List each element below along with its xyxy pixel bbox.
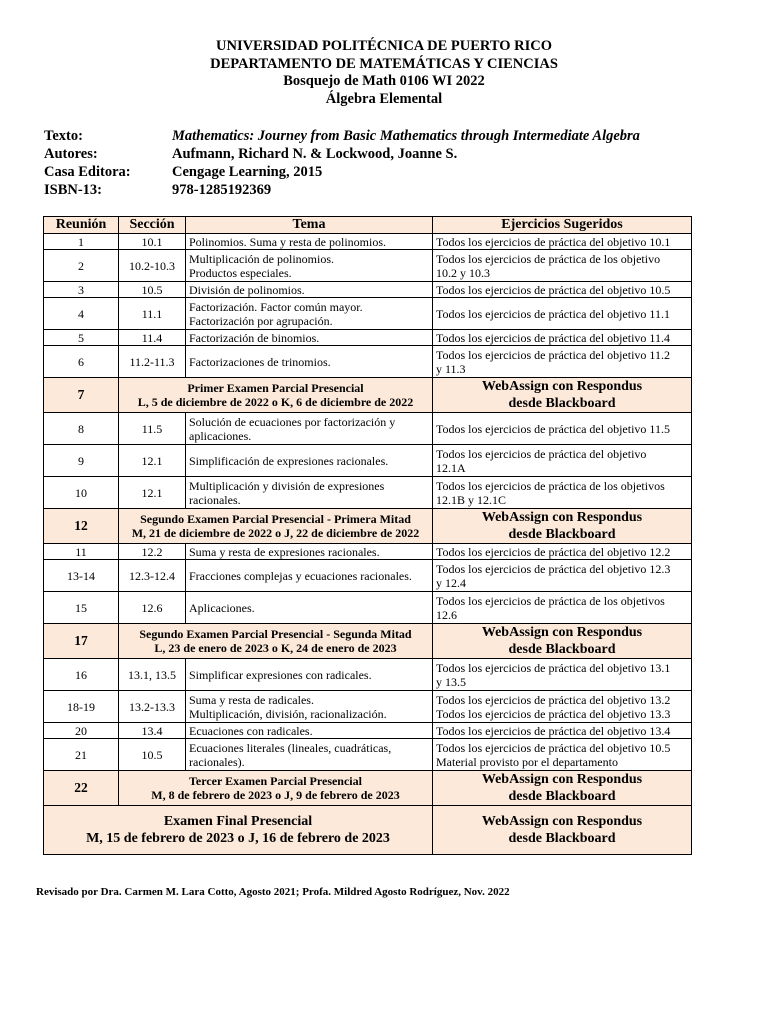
table-row	[44, 544, 692, 560]
reunion-cell: 8	[44, 413, 119, 445]
tema-cell-line: Ecuaciones con radicales.	[189, 723, 313, 738]
tema-cell	[186, 282, 433, 298]
reunion-cell: 21	[44, 739, 119, 771]
seccion-cell: 13.1, 13.5	[119, 659, 186, 691]
ejercicios-cell-line: Todos los ejercicios de práctica del objetivo 10.5	[436, 740, 671, 755]
table-header-row	[44, 217, 692, 234]
tema-cell-line: Simplificar expresiones con radicales.	[189, 667, 372, 682]
tema-cell	[186, 298, 433, 330]
exam-platform-cell-line: desde Blackboard	[508, 642, 616, 657]
schedule-body	[44, 234, 692, 855]
reunion-cell: 3	[44, 282, 119, 298]
ejercicios-cell	[433, 234, 692, 250]
exam-platform-cell-line: WebAssign con Respondus	[481, 510, 643, 525]
course-name: Álgebra Elemental	[325, 90, 443, 107]
tema-cell-line: Ecuaciones literales (lineales, cuadráticas,	[189, 740, 392, 755]
seccion-cell: 10.1	[119, 234, 186, 250]
tema-cell-line: racionales).	[189, 754, 245, 769]
tema-cell	[186, 477, 433, 509]
tema-cell-line: Polinomios. Suma y resta de polinomios.	[189, 234, 386, 249]
ejercicios-cell-line: Todos los ejercicios de práctica del objetivo	[436, 446, 647, 461]
tema-cell	[186, 560, 433, 592]
info-value: Cengage Learning, 2015	[172, 164, 323, 180]
reunion-cell: 20	[44, 723, 119, 739]
exam-title-cell	[119, 624, 433, 659]
tema-cell	[186, 445, 433, 477]
info-row-authors	[44, 145, 640, 163]
ejercicios-cell	[433, 477, 692, 509]
seccion-cell: 12.1	[119, 445, 186, 477]
tema-cell-line: racionales.	[189, 492, 241, 507]
course-outline-title: Bosquejo de Math 0106 WI 2022	[283, 73, 485, 89]
seccion-cell: 11.5	[119, 413, 186, 445]
tema-cell	[186, 330, 433, 346]
ejercicios-cell	[433, 346, 692, 378]
table-row	[44, 282, 692, 298]
reunion-cell: 13-14	[44, 560, 119, 592]
ejercicios-cell-line: Todos los ejercicios de práctica del objetivo 12.3	[436, 561, 671, 576]
tema-cell-line: Factorización. Factor común mayor.	[189, 299, 363, 314]
exam-platform-cell-line: desde Blackboard	[508, 396, 616, 411]
ejercicios-cell-line: Todos los ejercicios de práctica del objetivo 11.4	[436, 330, 670, 345]
tema-cell-line: Suma y resta de radicales.	[189, 692, 314, 707]
tema-cell-line: Factorización de binomios.	[189, 330, 320, 345]
reunion-cell: 22	[44, 771, 119, 806]
ejercicios-cell-line: y 12.4	[436, 575, 466, 590]
seccion-cell: 12.2	[119, 544, 186, 560]
table-row	[44, 723, 692, 739]
ejercicios-cell	[433, 691, 692, 723]
tema-cell	[186, 234, 433, 250]
exam-title-cell	[119, 771, 433, 806]
ejercicios-cell	[433, 330, 692, 346]
ejercicios-cell	[433, 445, 692, 477]
exam-title-cell-line: Segundo Examen Parcial Presencial - Primera Mitad	[140, 512, 411, 526]
seccion-cell: 11.1	[119, 298, 186, 330]
ejercicios-cell-line: Todos los ejercicios de práctica del objetivo 13.4	[436, 723, 671, 738]
column-header-reunion: Reunión	[44, 217, 119, 234]
tema-cell-line: aplicaciones.	[189, 428, 252, 443]
table-row	[44, 739, 692, 771]
ejercicios-cell	[433, 592, 692, 624]
seccion-cell: 12.6	[119, 592, 186, 624]
ejercicios-cell-line: y 11.3	[436, 361, 466, 376]
ejercicios-cell	[433, 282, 692, 298]
reunion-cell: 10	[44, 477, 119, 509]
reunion-cell: 16	[44, 659, 119, 691]
reunion-cell: 4	[44, 298, 119, 330]
info-row-isbn	[44, 181, 640, 199]
final-exam-title-cell-line: Examen Final Presencial	[163, 814, 313, 829]
exam-row	[44, 509, 692, 544]
ejercicios-cell-line: 12.1B y 12.1C	[436, 492, 507, 507]
tema-cell-line: Factorizaciones de trinomios.	[189, 354, 331, 369]
reunion-cell: 6	[44, 346, 119, 378]
ejercicios-cell	[433, 413, 692, 445]
exam-platform-cell	[433, 378, 692, 413]
university-name: UNIVERSIDAD POLITÉCNICA DE PUERTO RICO	[216, 38, 552, 54]
reunion-cell: 15	[44, 592, 119, 624]
final-exam-row	[44, 806, 692, 855]
column-header-seccion: Sección	[119, 217, 186, 234]
tema-cell-line: Factorización por agrupación.	[189, 313, 333, 328]
exam-platform-cell-line: desde Blackboard	[508, 789, 616, 804]
ejercicios-cell-line: Todos los ejercicios de práctica del objetivo 11.2	[436, 347, 670, 362]
seccion-cell: 12.3-12.4	[119, 560, 186, 592]
tema-cell-line: Simplificación de expresiones racionales.	[189, 453, 389, 468]
ejercicios-cell	[433, 298, 692, 330]
tema-cell	[186, 723, 433, 739]
reunion-cell: 2	[44, 250, 119, 282]
reunion-cell: 17	[44, 624, 119, 659]
reunion-cell: 7	[44, 378, 119, 413]
table-row	[44, 477, 692, 509]
exam-title-cell	[119, 378, 433, 413]
exam-platform-cell-line: WebAssign con Respondus	[481, 814, 643, 829]
exam-platform-cell-line: desde Blackboard	[508, 831, 616, 846]
schedule-table	[43, 216, 692, 855]
reunion-cell: 18-19	[44, 691, 119, 723]
document-header	[0, 38, 768, 108]
exam-title-cell-line: L, 23 de enero de 2023 o K, 24 de enero de 2023	[154, 641, 397, 655]
exam-title-cell-line: Segundo Examen Parcial Presencial - Segunda Mitad	[139, 627, 412, 641]
ejercicios-cell-line: Material provisto por el departamento	[436, 754, 618, 769]
seccion-cell: 10.5	[119, 739, 186, 771]
ejercicios-cell	[433, 723, 692, 739]
ejercicios-cell-line: Todos los ejercicios de práctica del objetivo 11.5	[436, 421, 670, 436]
exam-platform-cell-line: desde Blackboard	[508, 527, 616, 542]
ejercicios-cell-line: 12.6	[436, 607, 457, 622]
ejercicios-cell-line: Todos los ejercicios de práctica del objetivo 11.1	[436, 306, 670, 321]
exam-row	[44, 624, 692, 659]
ejercicios-cell-line: Todos los ejercicios de práctica del objetivo 12.2	[436, 544, 671, 559]
ejercicios-cell-line: Todos los ejercicios de práctica de los objetivos	[436, 478, 665, 493]
column-header-tema: Tema	[186, 217, 433, 234]
department-name: DEPARTAMENTO DE MATEMÁTICAS Y CIENCIAS	[210, 55, 558, 72]
revision-note: Revisado por Dra. Carmen M. Lara Cotto, Agosto 2021; Profa. Mildred Agosto Rodríguez, Nov. 2022	[36, 886, 510, 898]
tema-cell-line: Productos especiales.	[189, 265, 292, 280]
info-label: ISBN-13:	[44, 182, 103, 198]
tema-cell-line: División de polinomios.	[189, 282, 305, 297]
seccion-cell: 12.1	[119, 477, 186, 509]
exam-platform-cell	[433, 806, 692, 855]
ejercicios-cell-line: Todos los ejercicios de práctica del objetivo 13.3	[436, 706, 671, 721]
ejercicios-cell-line: Todos los ejercicios de práctica del objetivo 13.2	[436, 692, 671, 707]
info-value: 978-1285192369	[172, 182, 272, 198]
ejercicios-cell	[433, 739, 692, 771]
reunion-cell: 5	[44, 330, 119, 346]
table-row	[44, 250, 692, 282]
tema-cell	[186, 250, 433, 282]
info-label: Autores:	[44, 146, 98, 162]
exam-title-cell-line: M, 21 de diciembre de 2022 o J, 22 de diciembre de 2022	[131, 526, 420, 540]
tema-cell-line: Multiplicación, división, racionalización.	[189, 706, 387, 721]
ejercicios-cell	[433, 659, 692, 691]
exam-platform-cell-line: WebAssign con Respondus	[481, 625, 643, 640]
info-row-text	[44, 127, 640, 145]
exam-title-cell	[119, 509, 433, 544]
tema-cell	[186, 659, 433, 691]
table-row	[44, 234, 692, 250]
ejercicios-cell-line: Todos los ejercicios de práctica del objetivo 13.1	[436, 660, 671, 675]
table-row	[44, 691, 692, 723]
ejercicios-cell-line: Todos los ejercicios de práctica del objetivo 10.1	[436, 234, 671, 249]
seccion-cell: 10.5	[119, 282, 186, 298]
info-value: Aufmann, Richard N. & Lockwood, Joanne S.	[172, 146, 458, 162]
exam-platform-cell	[433, 624, 692, 659]
exam-platform-cell-line: WebAssign con Respondus	[481, 379, 643, 394]
table-row	[44, 413, 692, 445]
seccion-cell: 11.4	[119, 330, 186, 346]
table-row	[44, 330, 692, 346]
tema-cell	[186, 691, 433, 723]
column-header-ejercicios: Ejercicios Sugeridos	[433, 217, 692, 234]
tema-cell	[186, 739, 433, 771]
info-value: Mathematics: Journey from Basic Mathematics through Intermediate Algebra	[172, 128, 640, 144]
exam-title-cell-line: Primer Examen Parcial Presencial	[187, 381, 364, 395]
info-label: Texto:	[44, 128, 83, 144]
ejercicios-cell	[433, 560, 692, 592]
tema-cell-line: Suma y resta de expresiones racionales.	[189, 544, 380, 559]
info-row-publisher	[44, 163, 640, 181]
table-row	[44, 659, 692, 691]
seccion-cell: 13.2-13.3	[119, 691, 186, 723]
exam-title-cell-line: Tercer Examen Parcial Presencial	[189, 774, 362, 788]
ejercicios-cell-line: Todos los ejercicios de práctica de los objetivo	[436, 251, 661, 266]
final-exam-title-cell	[44, 806, 433, 855]
table-row	[44, 346, 692, 378]
exam-row	[44, 378, 692, 413]
exam-title-cell-line: M, 8 de febrero de 2023 o J, 9 de febrero de 2023	[151, 788, 400, 802]
tema-cell	[186, 346, 433, 378]
textbook-info	[44, 127, 640, 199]
tema-cell	[186, 592, 433, 624]
table-row	[44, 592, 692, 624]
ejercicios-cell-line: 10.2 y 10.3	[436, 265, 490, 280]
tema-cell	[186, 413, 433, 445]
exam-platform-cell-line: WebAssign con Respondus	[481, 772, 643, 787]
exam-platform-cell	[433, 509, 692, 544]
tema-cell-line: Aplicaciones.	[189, 600, 255, 615]
seccion-cell: 13.4	[119, 723, 186, 739]
reunion-cell: 11	[44, 544, 119, 560]
ejercicios-cell-line: y 13.5	[436, 674, 466, 689]
table-row	[44, 445, 692, 477]
table-row	[44, 298, 692, 330]
ejercicios-cell-line: 12.1A	[436, 460, 466, 475]
exam-row	[44, 771, 692, 806]
reunion-cell: 9	[44, 445, 119, 477]
tema-cell	[186, 544, 433, 560]
ejercicios-cell	[433, 544, 692, 560]
tema-cell-line: Multiplicación de polinomios.	[189, 251, 334, 266]
ejercicios-cell	[433, 250, 692, 282]
exam-title-cell-line: L, 5 de diciembre de 2022 o K, 6 de diciembre de 2022	[137, 395, 414, 409]
ejercicios-cell-line: Todos los ejercicios de práctica de los objetivos	[436, 593, 665, 608]
exam-platform-cell	[433, 771, 692, 806]
ejercicios-cell-line: Todos los ejercicios de práctica del objetivo 10.5	[436, 282, 671, 297]
tema-cell-line: Fracciones complejas y ecuaciones racionales.	[189, 568, 412, 583]
tema-cell-line: Multiplicación y división de expresiones	[189, 478, 385, 493]
tema-cell-line: Solución de ecuaciones por factorización y	[189, 414, 396, 429]
table-row	[44, 560, 692, 592]
final-exam-title-cell-line: M, 15 de febrero de 2023 o J, 16 de febrero de 2023	[86, 831, 390, 846]
reunion-cell: 1	[44, 234, 119, 250]
info-label: Casa Editora:	[44, 164, 131, 180]
reunion-cell: 12	[44, 509, 119, 544]
seccion-cell: 10.2-10.3	[119, 250, 186, 282]
seccion-cell: 11.2-11.3	[119, 346, 186, 378]
